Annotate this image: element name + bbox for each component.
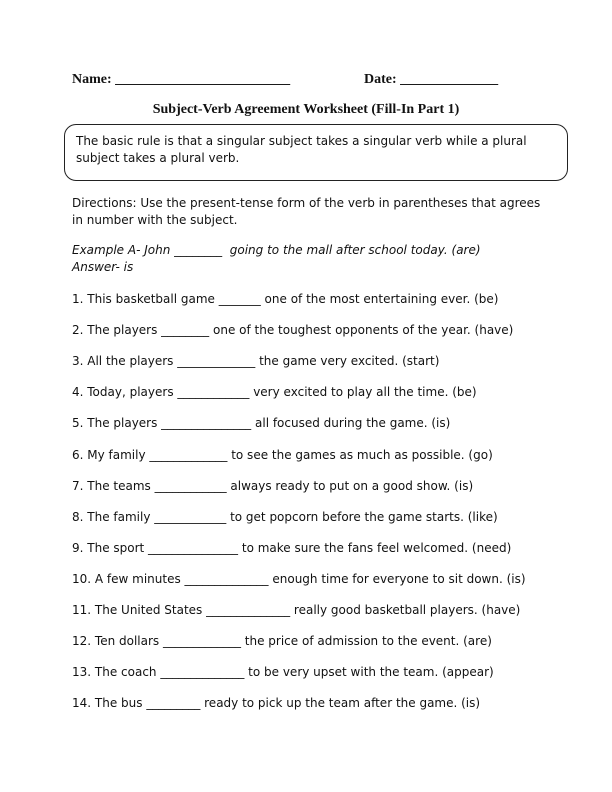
question-item: 12. Ten dollars _____________ the price of admission to the event. (are) [72, 634, 492, 648]
date-line: Date: ______________ [364, 72, 499, 87]
question-item: 3. All the players _____________ the game very excited. (start) [72, 354, 440, 368]
question-item: 13. The coach ______________ to be very upset with the team. (appear) [72, 665, 494, 679]
question-item: 8. The family ____________ to get popcorn before the game starts. (like) [72, 510, 498, 524]
worksheet-title: Subject-Verb Agreement Worksheet (Fill-In Part 1) [152, 102, 460, 117]
example-prompt: Example A- John ________ going to the mall after school today. (are) [72, 243, 481, 257]
question-item: 7. The teams ____________ always ready to put on a good show. (is) [72, 479, 474, 493]
question-item: 10. A few minutes ______________ enough time for everyone to sit down. (is) [72, 572, 526, 586]
question-item: 6. My family _____________ to see the games as much as possible. (go) [72, 448, 493, 462]
question-item: 9. The sport _______________ to make sure the fans feel welcomed. (need) [72, 541, 512, 555]
name-line: Name: _________________________ [72, 72, 291, 87]
question-item: 2. The players ________ one of the toughest opponents of the year. (have) [72, 323, 514, 337]
example-answer: Answer- is [72, 260, 134, 274]
question-item: 1. This basketball game _______ one of the most entertaining ever. (be) [72, 292, 499, 306]
question-item: 5. The players _______________ all focused during the game. (is) [72, 416, 451, 430]
question-item: 14. The bus _________ ready to pick up the team after the game. (is) [72, 696, 481, 710]
rule-box [64, 124, 568, 181]
question-item: 4. Today, players ____________ very excited to play all the time. (be) [72, 385, 477, 399]
rule-text: The basic rule is that a singular subject takes a singular verb while a plural subject takes a plural verb. [76, 134, 527, 165]
directions-text: Directions: Use the present-tense form of the verb in parentheses that agrees in number with the subject. [72, 196, 541, 227]
question-item: 11. The United States ______________ really good basketball players. (have) [72, 603, 521, 617]
